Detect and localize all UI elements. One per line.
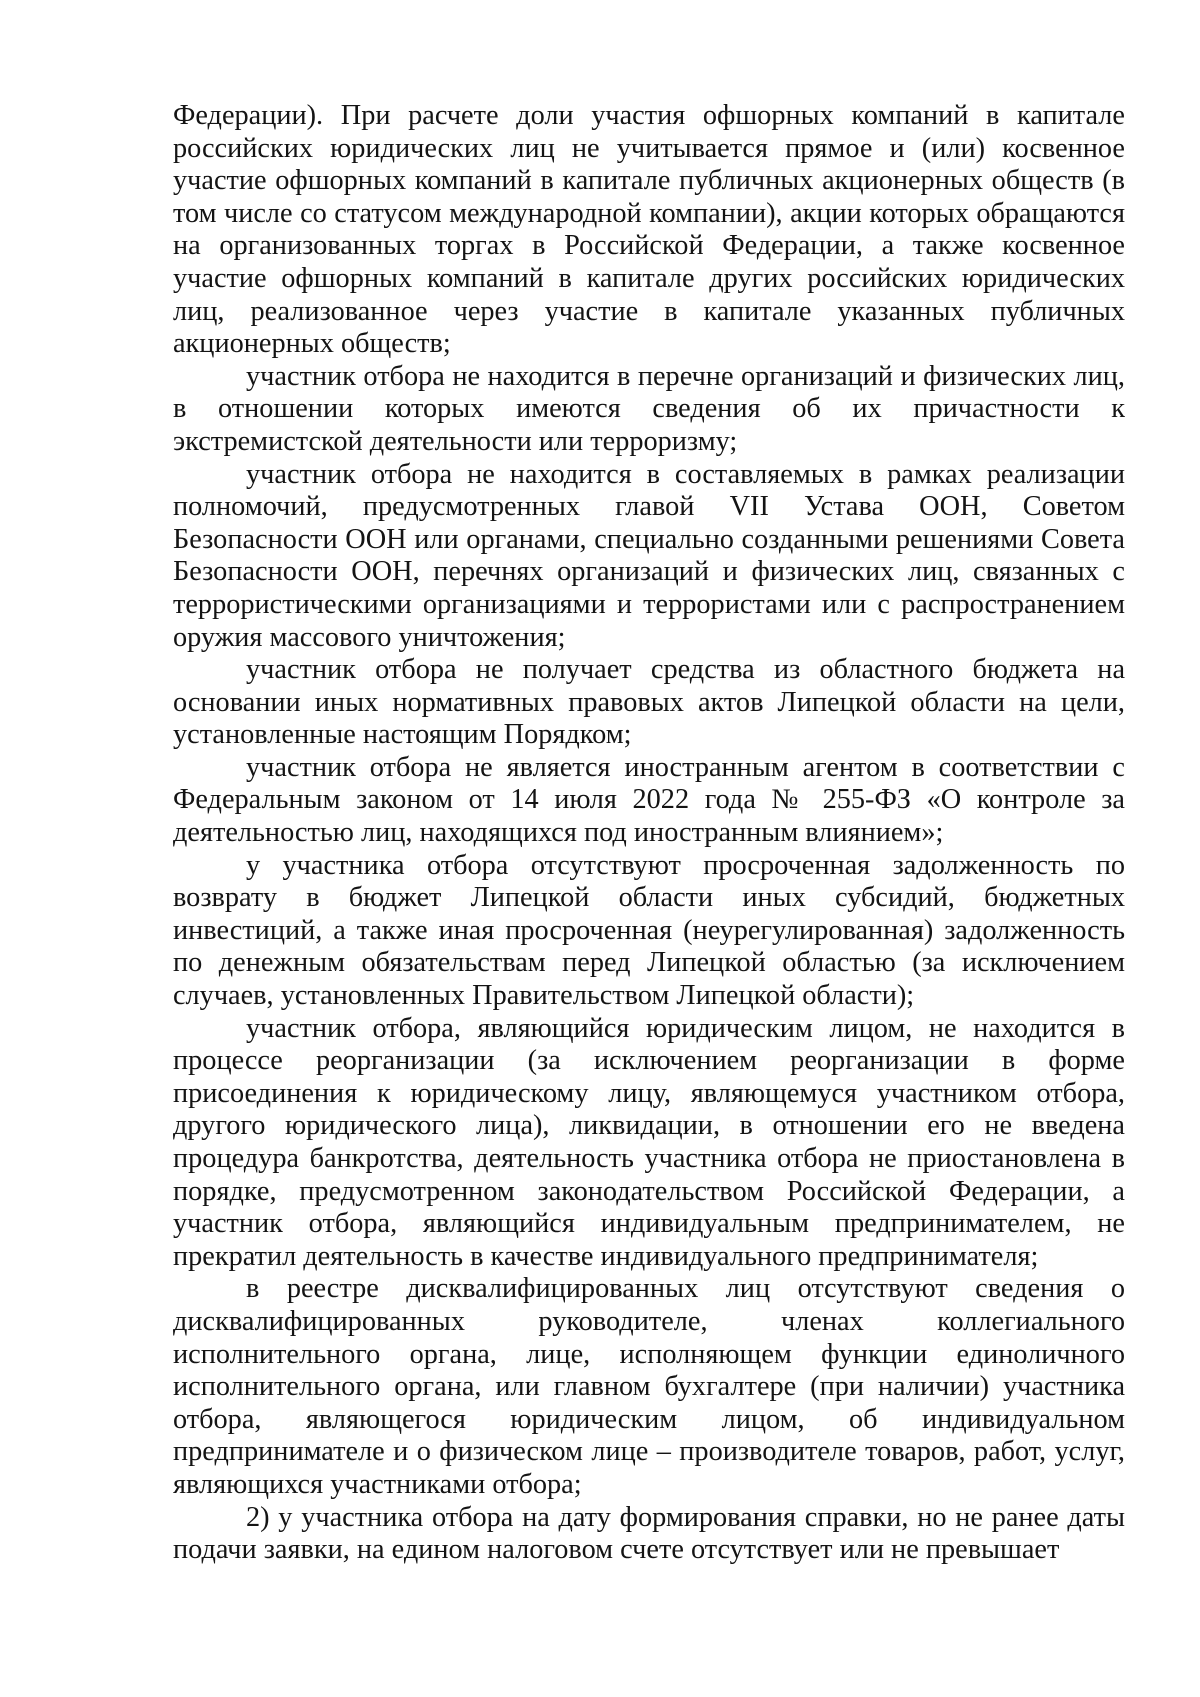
paragraph-extremism-list: участник отбора не находится в перечне организаций и физических лиц, в отношении которых имеются сведения об их причастности к экстремистской деятельности или терроризму; [173, 360, 1125, 457]
paragraph-reorganization-liquidation: участник отбора, являющийся юридическим лицом, не находится в процессе реорганизации (за исключением реорганизации в форме присоединения к юридическому лицу, являющемуся участником отбора, другого юридического лица), ликвидации, в отношении его не введена процедура банкротства, деятельность участника отбора не приостановлена в порядке, предусмотренном законодательством Российской Федерации, а участник отбора, являющийся индивидуальным предпринимателем, не прекратил деятельность в качестве индивидуального предпринимателя; [173, 1012, 1125, 1272]
paragraph-foreign-agent: участник отбора не является иностранным агентом в соответствии с Федеральным законом от 14 июля 2022 года № 255-ФЗ «О контроле за деятельностью лиц, находящихся под иностранным влиянием»; [173, 751, 1125, 849]
paragraph-tax-account: 2) у участника отбора на дату формирования справки, но не ранее даты подачи заявки, на едином налоговом счете отсутствует или не превышает [173, 1501, 1125, 1566]
paragraph-disqualified-persons: в реестре дисквалифицированных лиц отсутствуют сведения о дисквалифицированных руководителе, членах коллегиального исполнительного органа, лице, исполняющем функции единоличного исполнительного органа, или главном бухгалтере (при наличии) участника отбора, являющегося юридическим лицом, об индивидуальном предпринимателе и о физическом лице – производителе товаров, работ, услуг, являющихся участниками отбора; [173, 1273, 1125, 1500]
paragraph-un-security-council-list: участник отбора не находится в составляемых в рамках реализации полномочий, предусмотренных главой VII Устава ООН, Советом Безопасности ООН или органами, специально созданными решениями Совета Безопасности ООН, перечнях организаций и физических лиц, связанных с террористическими организациями и террористами или с распространением оружия массового уничтожения; [173, 458, 1125, 653]
paragraph-regional-budget-funds: участник отбора не получает средства из областного бюджета на основании иных нормативных правовых актов Липецкой области на цели, установленные настоящим Порядком; [173, 654, 1125, 751]
paragraph-offshore-participation: Федерации). При расчете доли участия офшорных компаний в капитале российских юридических лиц не учитывается прямое и (или) косвенное участие офшорных компаний в капитале публичных акционерных обществ (в том числе со статусом международной компании), акции которых обращаются на организованных торгах в Российской Федерации, а также косвенное участие офшорных компаний в капитале других российских юридических лиц, реализованное через участие в капитале указанных публичных акционерных обществ; [173, 100, 1125, 360]
document-body [173, 100, 1125, 1567]
paragraph-overdue-debt: у участника отбора отсутствуют просроченная задолженность по возврату в бюджет Липецкой области иных субсидий, бюджетных инвестиций, а также иная просроченная (неурегулированная) задолженность по денежным обязательствам перед Липецкой областью (за исключением случаев, установленных Правительством Липецкой области); [173, 849, 1125, 1012]
